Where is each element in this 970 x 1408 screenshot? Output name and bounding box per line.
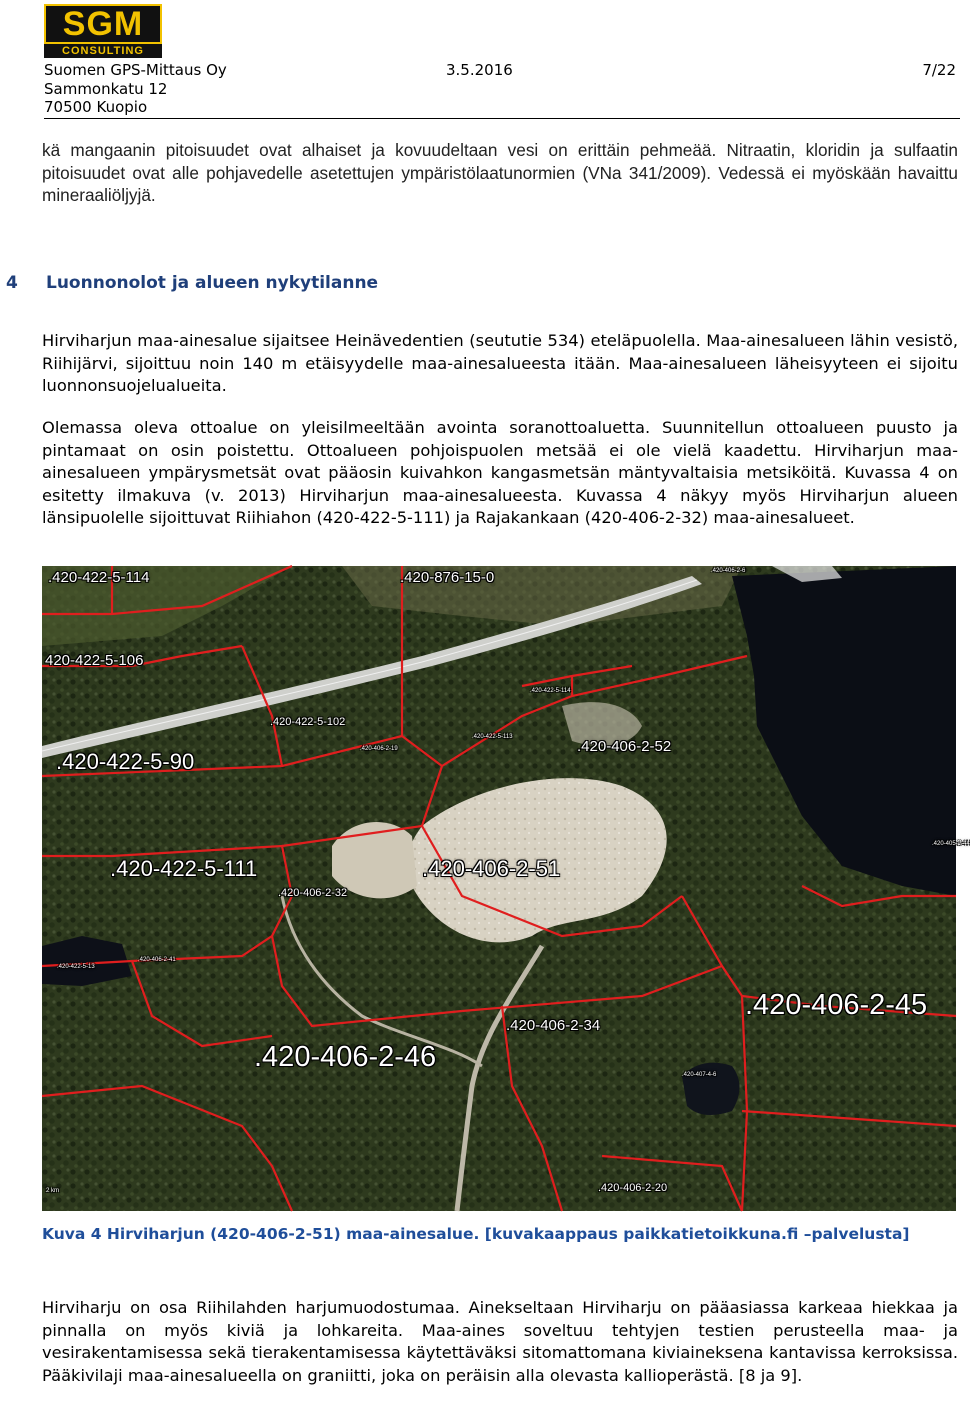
city-address: 70500 Kuopio — [44, 98, 148, 116]
paragraph-geology: Hirviharju on osa Riihilahden harjumuodostumaa. Ainekseltaan Hirviharju on pääasiassa karkeaa hiekkaa ja pinnalla on myös kiviä ja lohkareita. Maa-aines soveltuu tehtyjen testien perusteella maa- ja vesirakentamisessa sekä tierakentamisessa käytettäväksi sitomattomana kiviaineksena kantavissa kerroksissa. Pääkivilaji maa-ainesalueella on graniitti, joka on peräisin alla olevasta kallioperästä. [8 ja 9]. — [42, 1298, 958, 1385]
paragraph-current-state: Olemassa oleva ottoalue on yleisilmeeltään avointa soranottoaluetta. Suunnitellun ottoalueen puusto ja pintamaat on osin poistettu. Ottoalueen pohjoispuolen metsää ei ole vielä kaadettu. Hirviharjun maa-ainesalueen ympärysmetsät ovat pääosin kuivahkon kangasmetsän mäntyvaltaisia metsiköitä. Kuvassa 4 on esitetty ilmakuva (v. 2013) Hirviharjun maa-ainesalueesta. Kuvassa 4 näkyy myös Hirviharjun alueen länsipuolelle sijoittuvat Riihiahon (420-422-5-111) ja Rajakankaan (420-406-2-32) maa-ainesalueet. — [42, 418, 958, 527]
company-logo — [44, 4, 162, 56]
parcel-label: .420-422-5-114 — [48, 569, 150, 586]
street-address: Sammonkatu 12 — [44, 80, 168, 98]
map-scale: 2 km — [46, 1188, 60, 1194]
aerial-map — [42, 566, 970, 1211]
parcel-label: .420-406-2-52 — [577, 738, 672, 755]
parcel-label: .420-406-2-45 — [745, 989, 928, 1021]
section-title: Luonnonolot ja alueen nykytilanne — [46, 273, 379, 293]
page-number: 7/22 — [922, 61, 956, 79]
parcel-label-small: .420-422-5-13 — [57, 964, 95, 970]
parcel-label: .420-876-15-0 — [400, 569, 495, 586]
paragraph-intro: kä mangaanin pitoisuudet ovat alhaiset ja kovuudeltaan vesi on erittäin pehmeää. Nitraatin, kloridin ja sulfaatin pitoisuudet ovat alle pohjavedelle asetettujen ympäristölaatunormien (VNa 341/2009). Vedessä ei myöskään havaittu mineraaliöljyjä. — [42, 140, 958, 205]
parcel-label: .420-406-2-6 — [711, 568, 746, 574]
pond — [682, 1063, 740, 1115]
section-number: 4 — [6, 273, 18, 293]
header-divider — [44, 118, 960, 119]
parcel-label: .420-422-5-113 — [472, 734, 513, 740]
document-date: 3.5.2016 — [446, 61, 513, 79]
parcel-label-small: .420-406-2-41 — [138, 957, 176, 963]
company-name: Suomen GPS-Mittaus Oy — [44, 61, 227, 79]
parcel-label: .420-422-5-114 — [530, 688, 571, 694]
parcel-label: .420-406-2-34 — [506, 1017, 601, 1034]
parcel-label: .420-406-2-46 — [254, 1041, 437, 1073]
parcel-label: .420-422-5-90 — [56, 749, 195, 774]
parcel-label: .420-406-2-20 — [598, 1182, 668, 1194]
parcel-label: .420-422-5-102 — [270, 716, 346, 728]
figure-caption: Kuva 4 Hirviharjun (420-406-2-51) maa-ainesalue. [kuvakaappaus paikkatietoikkuna.fi –palvelusta] — [42, 1225, 910, 1243]
section-heading — [6, 272, 378, 294]
parcel-label: .420-422-5-111 — [110, 856, 258, 881]
parcel-label: .420-406-2-51 — [422, 856, 561, 881]
logo-subtext: CONSULTING — [44, 44, 162, 58]
parcel-label: .420-406-2-32 — [278, 887, 348, 899]
logo-text: SGM — [62, 5, 144, 43]
parcel-label: 420-422-5-106 — [45, 652, 144, 669]
parcel-label-small: .420-405-2-44 — [932, 841, 970, 847]
parcel-label-small: .420-407-4-6 — [682, 1072, 717, 1078]
parcel-label-small: .420-406-2-19 — [360, 746, 398, 752]
paragraph-location: Hirviharjun maa-ainesalue sijaitsee Heinävedentien (seututie 534) eteläpuolella. Maa-ainesalueen lähin vesistö, Riihijärvi, sijoittuu noin 140 m etäisyydelle maa-ainesalueesta itään. Maa-ainesalueen läheisyyteen ei sijoitu luonnonsuojelualueita. — [42, 331, 958, 395]
aerial-map-graphic — [42, 566, 956, 1211]
